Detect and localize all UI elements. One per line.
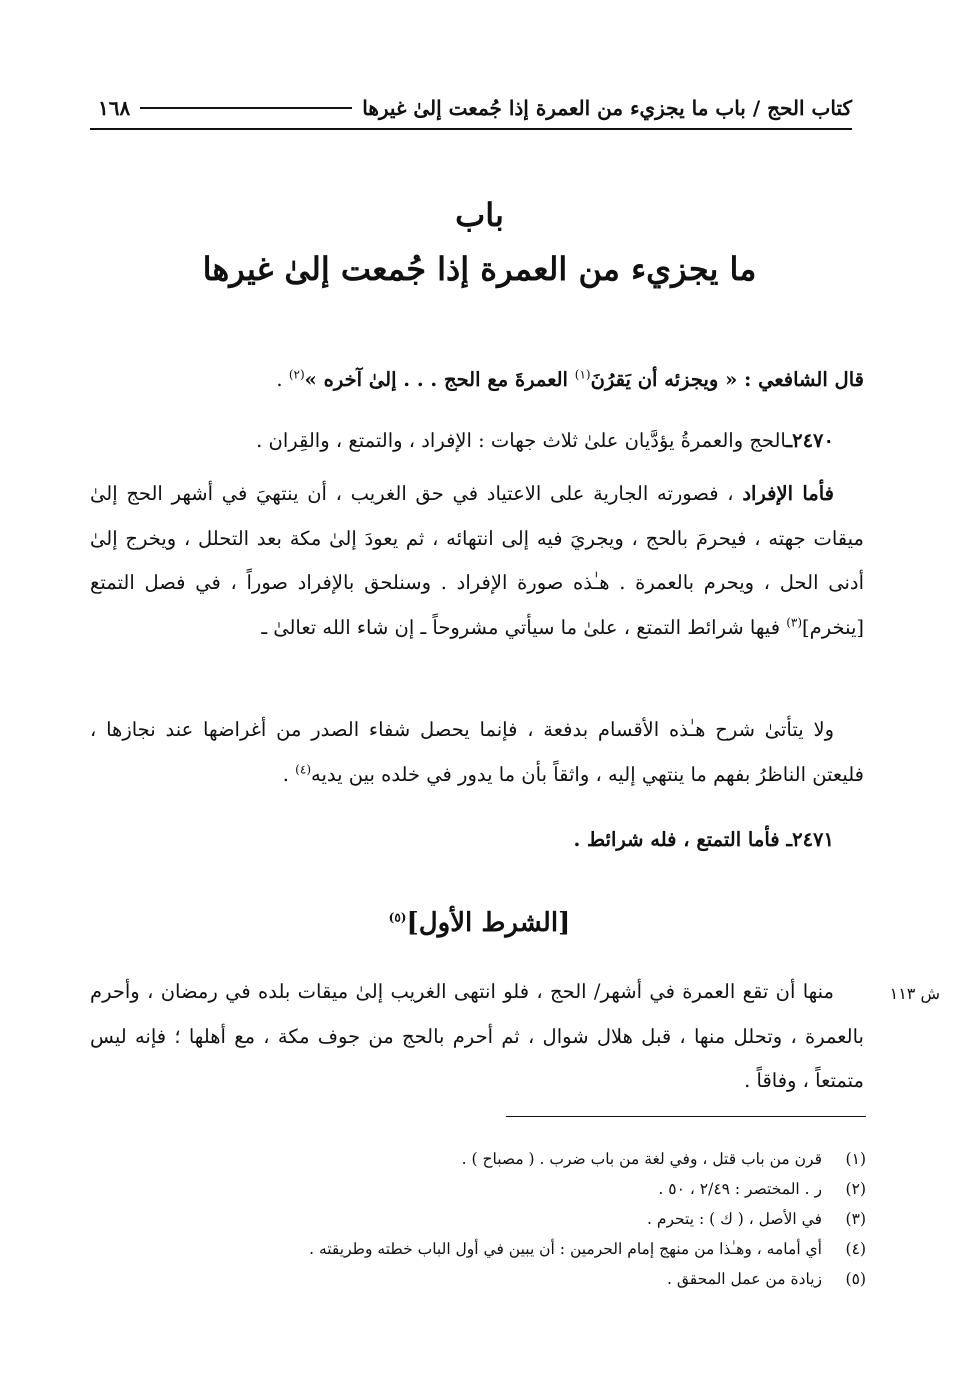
running-title: كتاب الحج / باب ما يجزيء من العمرة إذا جُمعت إلىٰ غيرها [362, 96, 852, 120]
footnote-item [180, 1204, 866, 1234]
ifrad-text: ، فصورته الجارية على الاعتياد في حق الغريب ، أن ينتهيَ في أشهر الحج إلىٰ ميقات جهته ، فيحرمَ بالحج ، ويجريَ فيه إلى انتهائه ، ثم يعودَ إلىٰ مكة بعد التحلل ، ويخرج إلىٰ أدنى الحل ، ويحرم بالعمرة . هـٰذه صورة الإفراد . وسنلحق بالإفراد صوراً ، في فصل التمتع [ينخرم] [90, 482, 864, 639]
footnote-item [180, 1234, 866, 1264]
footnote-ref-1: (١) [574, 367, 591, 382]
footnotes [180, 1144, 866, 1294]
footnote-text: زيادة من عمل المحقق . [667, 1270, 822, 1288]
quote-text-c: . [276, 368, 289, 391]
ifrad-end: فيها شرائط التمتع ، علىٰ ما سيأتي مشروحاً ـ إن شاء الله تعالىٰ ـ [261, 615, 787, 639]
paragraph-ifrad [90, 472, 864, 650]
margin-reference: ش ١١٣ [889, 984, 940, 1003]
wala-text: ولا يتأتىٰ شرح هـٰذه الأقسام بدفعة ، فإنما يحصل شفاء الصدر من أغراضها عند نجازها ، فليعتن الناظرُ بفهم ما ينتهي إليه ، واثقاً بأن ما يدور في خلده بين يديه [90, 718, 864, 786]
section-heading [0, 908, 959, 938]
footnote-ref-5: (٥) [388, 910, 407, 925]
footnote-ref-3: (٣) [786, 615, 803, 629]
footnote-text: في الأصل ، ( ك ) : يتحرم . [647, 1210, 822, 1228]
running-header [90, 88, 852, 130]
footnote-number: (٥) [845, 1270, 866, 1288]
footnote-text: أي أمامه ، وهـٰذا من منهج إمام الحرمين : أن يبين في أول الباب خطته وطريقته . [309, 1240, 822, 1258]
paragraph-2470 [90, 419, 864, 464]
footnote-number: (٤) [845, 1240, 866, 1258]
section-heading-text: [الشرط الأول] [406, 908, 571, 938]
page-number: ١٦٨ [98, 96, 131, 120]
paragraph-2471: ٢٤٧١ـ فأما التمتع ، فله شرائط . [573, 828, 834, 851]
footnote-number: (٢) [845, 1180, 866, 1198]
footnote-item [180, 1264, 866, 1294]
shafii-quote [90, 358, 864, 403]
chapter-label: باب [455, 196, 504, 234]
wala-end: . [282, 762, 296, 786]
paragraph-2470-text: الحج والعمرةُ يؤدَّيان علىٰ ثلاث جهات : الإفراد ، والتمتع ، والقِران . [256, 429, 787, 452]
section-text: منها أن تقع العمرة في أشهر/ الحج ، فلو انتهى الغريب إلىٰ ميقات بلده في رمضان ، وأحرم بالعمرة ، وتحلل منها ، قبل هلال شوال ، ثم أحرم بالحج من جوف مكة ، مع أهلها ؛ فإنه ليس متمتعاً ، وفاقاً . [90, 980, 864, 1092]
footnote-text: قرن من باب قتل ، وفي لغة من باب ضرب . ( مصباح ) . [461, 1150, 822, 1168]
footnote-number: (١) [845, 1150, 866, 1168]
footnote-ref-4: (٤) [295, 762, 311, 776]
ifrad-lead: فأما الإفراد [742, 482, 834, 505]
quote-text-b: العمرةَ مع الحج . . . إلىٰ آخره » [304, 368, 575, 391]
paragraph-number-2470: ٢٤٧٠ـ [786, 429, 834, 452]
footnote-text: ر . المختصر : ٢/٤٩ ، ٥٠ . [658, 1180, 822, 1198]
footnote-item [180, 1144, 866, 1174]
chapter-title: ما يجزيء من العمرة إذا جُمعت إلىٰ غيرها [202, 250, 757, 288]
footnote-number: (٣) [845, 1210, 866, 1228]
footnote-item [180, 1174, 866, 1204]
footnote-separator [506, 1116, 866, 1117]
quote-text-a: قال الشافعي : « ويجزئه أن يَقرُنَ [590, 368, 864, 391]
paragraph-wala [90, 708, 864, 797]
header-dash-line [140, 107, 352, 109]
footnote-ref-2: (٢) [288, 367, 305, 382]
